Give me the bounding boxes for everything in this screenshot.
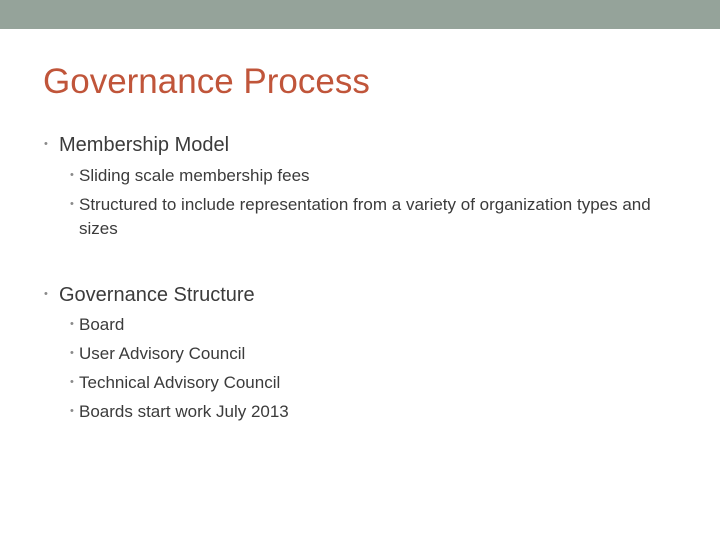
bullet-icon: • bbox=[70, 197, 74, 210]
list-item bbox=[70, 313, 680, 338]
bullet-icon: • bbox=[70, 168, 74, 181]
bullet-icon: • bbox=[70, 375, 74, 388]
bullet-icon: • bbox=[70, 317, 74, 330]
top-accent-bar bbox=[0, 0, 720, 29]
bullet-icon: • bbox=[44, 287, 48, 300]
list-item-text: Technical Advisory Council bbox=[79, 373, 281, 392]
bullet-icon: • bbox=[70, 404, 74, 417]
list-item bbox=[70, 193, 680, 241]
list-item bbox=[70, 342, 680, 367]
bullet-icon: • bbox=[70, 346, 74, 359]
slide-title: Governance Process bbox=[43, 62, 370, 101]
section-heading-governance-structure bbox=[44, 283, 255, 308]
list-item bbox=[70, 164, 680, 189]
section-heading-membership-model bbox=[44, 133, 229, 158]
section-heading-text: Governance Structure bbox=[59, 284, 255, 306]
list-item bbox=[70, 371, 680, 396]
list-item-text: Board bbox=[79, 315, 125, 334]
list-item bbox=[70, 400, 680, 425]
bullet-icon: • bbox=[44, 137, 48, 150]
list-item-text: Boards start work July 2013 bbox=[79, 402, 289, 421]
list-item-text: User Advisory Council bbox=[79, 344, 246, 363]
section-heading-text: Membership Model bbox=[59, 134, 230, 156]
list-item-text: Structured to include representation from a variety of organization types and sizes bbox=[79, 195, 651, 238]
list-item-text: Sliding scale membership fees bbox=[79, 166, 310, 185]
